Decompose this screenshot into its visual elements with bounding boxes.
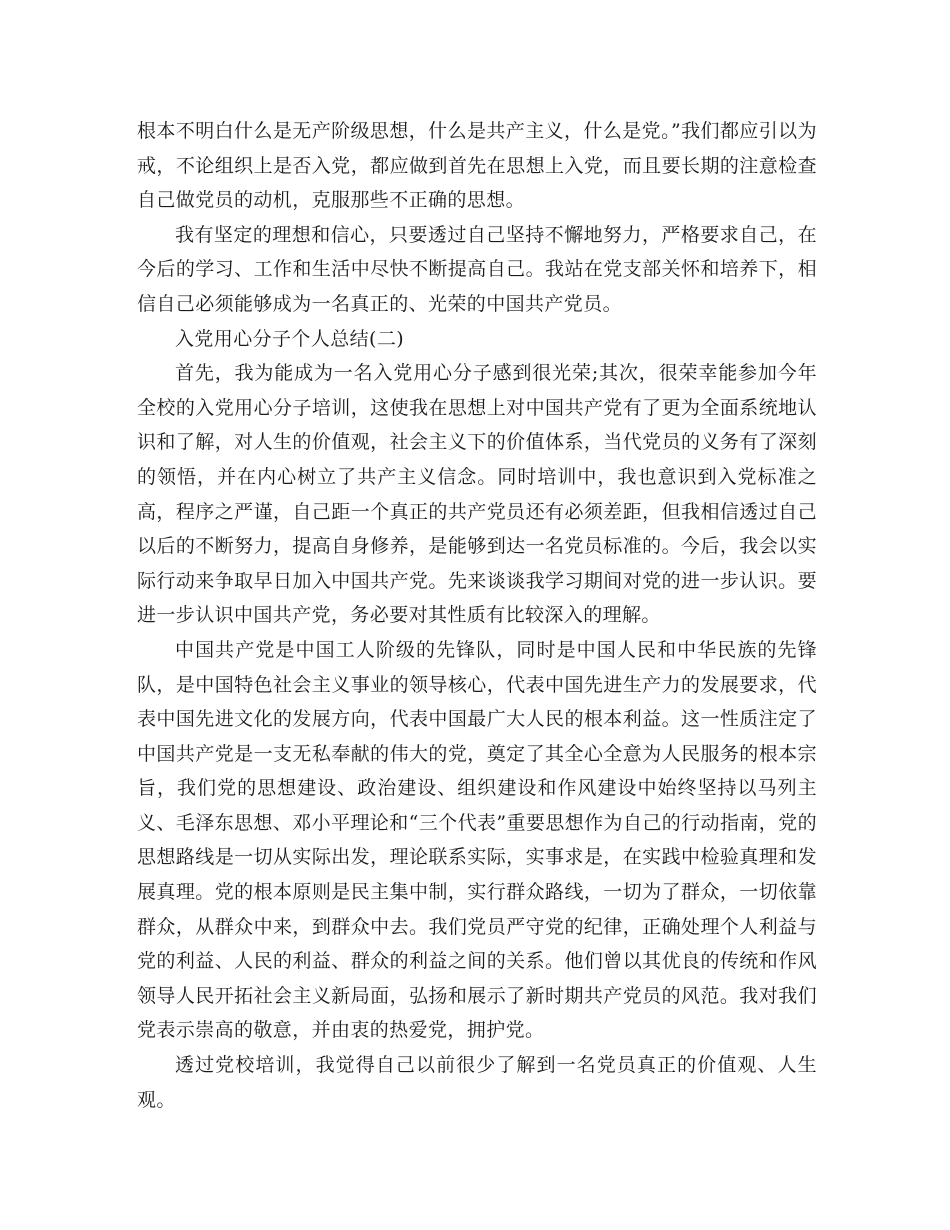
paragraph-training: 透过党校培训，我觉得自己以前很少了解到一名党员真正的价值观、人生观。 [137,1054,817,1111]
document-body [137,114,817,1117]
paragraph-party-nature: 中国共产党是中国工人阶级的先锋队，同时是中国人民和中华民族的先锋队，是中国特色社会主义事业的领导核心，代表中国先进生产力的发展要求，代表中国先进文化的发展方向，代表中国最广大人民的根本利益。这一性质注定了中国共产党是一支无私奉献的伟大的党，奠定了其全心全意为人民服务的根本宗旨，我们党的思想建设、政治建设、组织建设和作风建设中始终坚持以马列主义、毛泽东思想、邓小平理论和“三个代表”重要思想作为自己的行动指南，党的思想路线是一切从实际出发，理论联系实际，实事求是，在实践中检验真理和发展真理。党的根本原则是民主集中制，实行群众路线，一切为了群众，一切依靠群众，从群众中来，到群众中去。我们党员严守党的纪律，正确处理个人利益与党的利益、人民的利益、群众的利益之间的关系。他们曾以其优良的传统和作风领导人民开拓社会主义新局面，弘扬和展示了新时期共产党员的风范。我对我们党表示崇高的敬意，并由衷的热爱党，拥护党。 [137,638,817,1042]
paragraph-continued: 根本不明白什么是无产阶级思想，什么是共产主义，什么是党。”我们都应引以为戒，不论组织上是否入党，都应做到首先在思想上入党，而且要长期的注意检查自己做党员的动机，克服那些不正确的思想。 [137,120,817,212]
paragraph-resolve: 我有坚定的理想和信心，只要透过自己坚持不懈地努力，严格要求自己，在今后的学习、工作和生活中尽快不断提高自己。我站在党支部关怀和培养下，相信自己必须能够成为一名真正的、光荣的中国共产党员。 [137,223,817,315]
paragraph-introduction: 首先，我为能成为一名入党用心分子感到很光荣;其次，很荣幸能参加今年全校的入党用心分子培训，这使我在思想上对中国共产党有了更为全面系统地认识和了解，对人生的价值观，社会主义下的价值体系，当代党员的义务有了深刻的领悟，并在内心树立了共产主义信念。同时培训中，我也意识到入党标准之高，程序之严谨，自己距一个真正的共产党员还有必须差距，但我相信透过自己以后的不断努力，提高自身修养，是能够到达一名党员标准的。今后，我会以实际行动来争取早日加入中国共产党。先来谈谈我学习期间对党的进一步认识。要进一步认识中国共产党，务必要对其性质有比较深入的理解。 [137,362,817,627]
section-heading: 入党用心分子个人总结(二) [175,327,405,350]
